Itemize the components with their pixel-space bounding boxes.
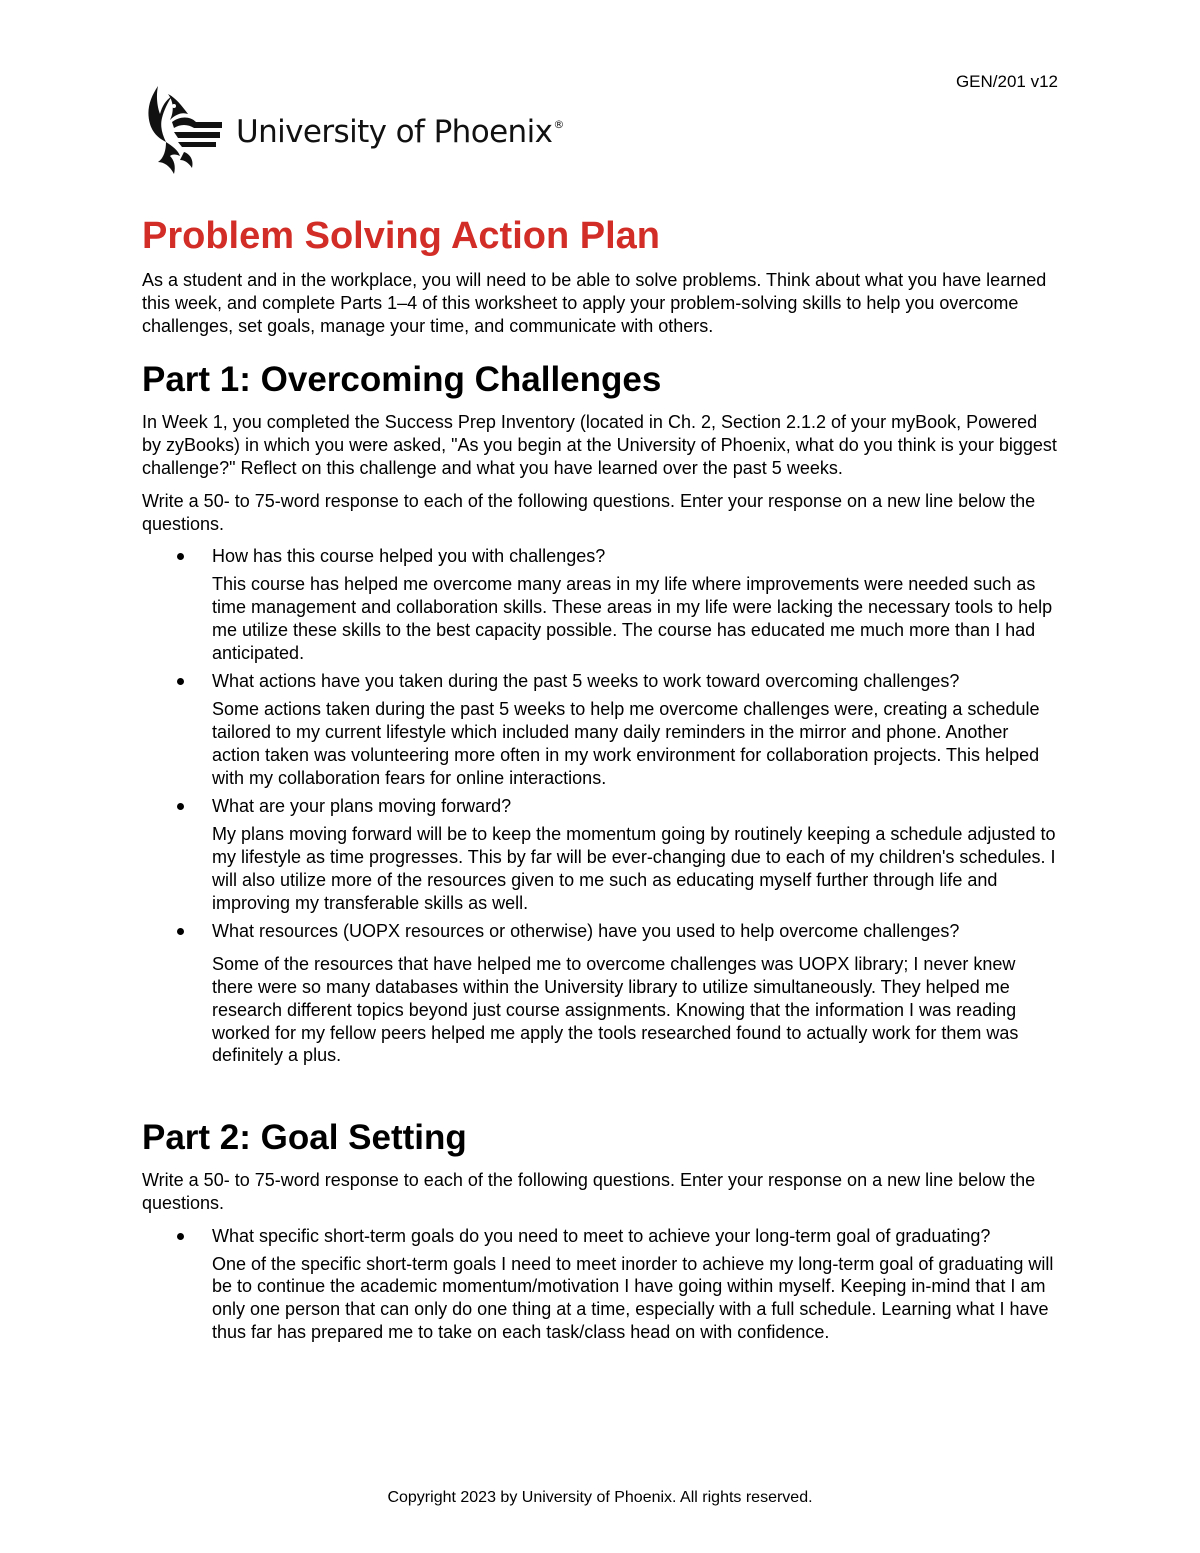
part1-heading: Part 1: Overcoming Challenges (142, 360, 662, 400)
question-text: What specific short-term goals do you need to meet to achieve your long-term goal of graduating? (212, 1225, 991, 1246)
question-text: What actions have you taken during the past 5 weeks to work toward overcoming challenges? (212, 671, 960, 692)
bullet-icon (177, 1233, 184, 1240)
part1-context: In Week 1, you completed the Success Prep Inventory (located in Ch. 2, Section 2.1.2 of your myBook, Powered by zyBooks) in which you were asked, "As you begin at the University of Phoenix, what do you think is your biggest challenge?" Reflect on this challenge and what you have learned over the past 5 weeks. (142, 412, 1057, 478)
logo-wordmark (236, 114, 564, 150)
bullet-icon (177, 553, 184, 560)
list-item (212, 1225, 1060, 1344)
question-text: What are your plans moving forward? (212, 796, 512, 817)
course-code: GEN/201 v12 (955, 72, 1058, 91)
question-text: What resources (UOPX resources or otherwise) have you used to help overcome challenges? (212, 921, 960, 942)
list-item (212, 670, 1060, 789)
part2-question-list (142, 1225, 1060, 1344)
logo-text: University of Phoenix (236, 114, 553, 150)
document-title: Problem Solving Action Plan (142, 215, 660, 257)
list-item (212, 795, 1060, 914)
list-item (212, 545, 1060, 664)
bullet-icon (177, 803, 184, 810)
part1-question-list (142, 545, 1060, 1067)
intro-paragraph: As a student and in the workplace, you will need to be able to solve problems. Think about what you have learned this week, and complete Parts 1–4 of this worksheet to apply your problem-solving skills to help you overcome challenges, set goals, manage your time, and communicate with others. (142, 270, 1047, 336)
answer-text: This course has helped me overcome many areas in my life where improvements were needed such as time management and collaboration skills. These areas in my life were lacking the necessary tools to help me utilize these skills to the best capacity possible. The course has educated me much more than I had anticipated. (212, 574, 1053, 663)
question-text: How has this course helped you with challenges? (212, 546, 606, 567)
copyright-footer: Copyright 2023 by University of Phoenix. All rights reserved. (387, 1489, 813, 1506)
list-item (212, 920, 1060, 1067)
part1-instructions: Write a 50- to 75-word response to each of the following questions. Enter your response on a new line below the questions. (142, 490, 1036, 534)
answer-text: One of the specific short-term goals I need to meet inorder to achieve my long-term goal of graduating will be to continue the academic momentum/motivation I have going within myself. Keeping in-mind that I am only one person that can only do one thing at a time, especially with a full schedule. Learning what I have thus far has prepared me to take on each task/class head on with confidence. (212, 1253, 1054, 1342)
bullet-icon (177, 928, 184, 935)
document-body (142, 212, 1060, 1350)
phoenix-bird-icon (144, 84, 224, 176)
registered-mark: ® (553, 118, 564, 131)
answer-text: Some actions taken during the past 5 weeks to help me overcome challenges were, creating a schedule tailored to my current lifestyle which included many daily reminders in the mirror and phone. Another action taken was volunteering more often in my work environment for collaboration projects. This helped with my collaboration fears for online interactions. (212, 699, 1040, 788)
university-logo (144, 84, 564, 176)
answer-text: Some of the resources that have helped me to overcome challenges was UOPX library; I never knew there were so many databases within the University library to utilize simultaneously. They helped me research different topics beyond just course assignments. Knowing that the information I was reading worked for my fellow peers helped me apply the tools researched found to actually work for them was definitely a plus. (212, 954, 1019, 1066)
part2-heading: Part 2: Goal Setting (142, 1118, 467, 1158)
part2-instructions: Write a 50- to 75-word response to each of the following questions. Enter your response on a new line below the questions. (142, 1170, 1036, 1213)
answer-text: My plans moving forward will be to keep the momentum going by routinely keeping a schedule adjusted to my lifestyle as time progresses. This by far will be ever-changing due to each of my children's schedules. I will also utilize more of the resources given to me such as educating myself further through life and improving my transferable skills as well. (212, 824, 1056, 913)
bullet-icon (177, 678, 184, 685)
